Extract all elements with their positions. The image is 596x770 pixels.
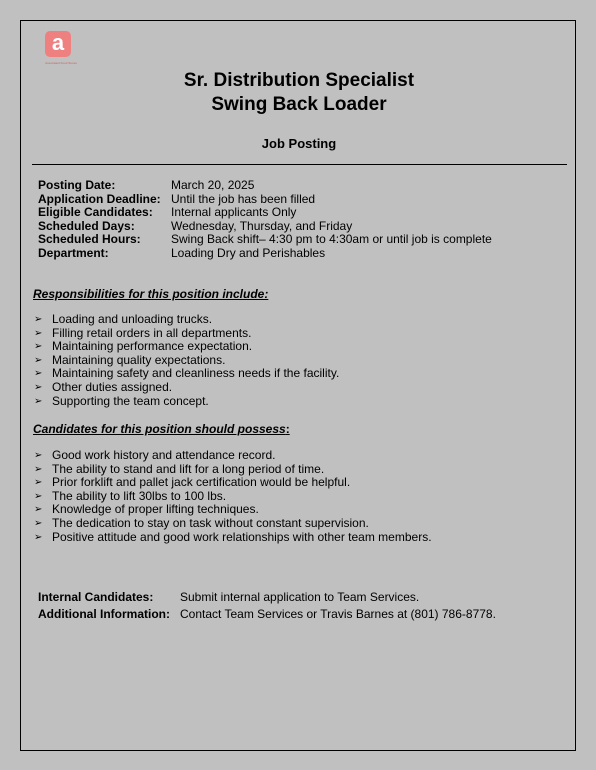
list-item-text: Knowledge of proper lifting techniques.	[52, 502, 259, 517]
list-item	[34, 449, 432, 463]
responsibilities-heading	[33, 287, 268, 301]
arrow-bullet-icon: ➢	[34, 341, 43, 353]
arrow-bullet-icon: ➢	[34, 477, 43, 489]
candidates-heading	[33, 422, 290, 436]
info-label: Scheduled Hours:	[38, 232, 141, 247]
contact-row	[38, 589, 496, 606]
list-item	[34, 354, 339, 368]
candidates-list	[34, 449, 432, 544]
info-value: Internal applicants Only	[171, 205, 297, 220]
info-label: Application Deadline:	[38, 191, 161, 206]
page-title-line-1: Sr. Distribution Specialist	[183, 70, 415, 91]
info-row	[38, 233, 492, 247]
arrow-bullet-icon: ➢	[34, 368, 43, 380]
list-item-text: Supporting the team concept.	[52, 393, 209, 408]
document-page	[20, 20, 576, 751]
posting-info-table	[38, 179, 492, 261]
arrow-bullet-icon: ➢	[34, 463, 43, 475]
list-item	[34, 517, 432, 531]
contact-value: Submit internal application to Team Services.	[180, 590, 420, 604]
info-label: Posting Date:	[38, 178, 116, 192]
info-row	[38, 220, 492, 234]
arrow-bullet-icon: ➢	[34, 314, 43, 325]
list-item-text: Good work history and attendance record.	[52, 448, 276, 462]
list-item	[34, 476, 432, 490]
list-item-text: Other duties assigned.	[52, 379, 173, 394]
arrow-bullet-icon: ➢	[34, 327, 43, 339]
arrow-bullet-icon: ➢	[34, 395, 43, 407]
info-value: Wednesday, Thursday, and Friday	[171, 218, 353, 233]
list-item-text: Prior forklift and pallet jack certification would be helpful.	[52, 475, 351, 490]
responsibilities-list	[34, 313, 339, 408]
list-item	[34, 531, 432, 545]
arrow-bullet-icon: ➢	[34, 504, 43, 516]
arrow-bullet-icon: ➢	[34, 531, 43, 543]
info-label: Scheduled Days:	[38, 218, 135, 233]
candidates-heading-text: Candidates for this position should possess	[33, 422, 286, 436]
logo-caption: Associated Food Stores	[45, 61, 77, 65]
arrow-bullet-icon: ➢	[34, 450, 43, 461]
list-item-text: Filling retail orders in all departments.	[52, 325, 252, 340]
list-item	[34, 503, 432, 517]
list-item-text: Maintaining performance expectation.	[52, 339, 253, 354]
arrow-bullet-icon: ➢	[34, 517, 43, 529]
list-item-text: Positive attitude and good work relationships with other team members.	[52, 529, 432, 544]
company-logo	[41, 31, 81, 69]
list-item-text: Maintaining safety and cleanliness needs if the facility.	[52, 366, 340, 381]
list-item	[34, 490, 432, 504]
list-item-text: Maintaining quality expectations.	[52, 352, 226, 367]
list-item	[34, 381, 339, 395]
info-row	[38, 206, 492, 220]
page-title-line-2: Swing Back Loader	[211, 94, 387, 115]
info-value: March 20, 2025	[171, 178, 255, 192]
contact-row	[38, 606, 496, 623]
info-value: Loading Dry and Perishables	[171, 245, 326, 260]
info-row	[38, 193, 492, 207]
list-item-text: The ability to lift 30lbs to 100 lbs.	[52, 488, 227, 503]
contact-label: Additional Information:	[38, 607, 170, 621]
list-item	[34, 463, 432, 477]
info-row	[38, 179, 492, 193]
divider-line	[32, 164, 567, 165]
candidates-heading-colon: :	[285, 422, 290, 436]
arrow-bullet-icon: ➢	[34, 381, 43, 393]
logo-glyph: a	[51, 30, 65, 55]
list-item	[34, 340, 339, 354]
arrow-bullet-icon: ➢	[34, 490, 43, 502]
info-value: Swing Back shift– 4:30 pm to 4:30am or until job is complete	[171, 232, 492, 247]
list-item-text: The dedication to stay on task without constant supervision.	[52, 515, 369, 530]
contact-info	[38, 589, 496, 623]
info-value: Until the job has been filled	[171, 191, 316, 206]
list-item-text: The ability to stand and lift for a long period of time.	[52, 461, 325, 476]
page-subtitle: Job Posting	[261, 136, 337, 151]
list-item	[34, 395, 339, 409]
list-item	[34, 313, 339, 327]
contact-value: Contact Team Services or Travis Barnes at (801) 786-8778.	[180, 607, 496, 621]
responsibilities-heading-text: Responsibilities for this position include:	[33, 287, 269, 301]
list-item-text: Loading and unloading trucks.	[52, 312, 213, 326]
info-label: Department:	[38, 245, 109, 260]
info-label: Eligible Candidates:	[38, 205, 153, 220]
info-row	[38, 247, 492, 261]
arrow-bullet-icon: ➢	[34, 354, 43, 366]
contact-label: Internal Candidates:	[38, 590, 154, 604]
list-item	[34, 327, 339, 341]
list-item	[34, 367, 339, 381]
